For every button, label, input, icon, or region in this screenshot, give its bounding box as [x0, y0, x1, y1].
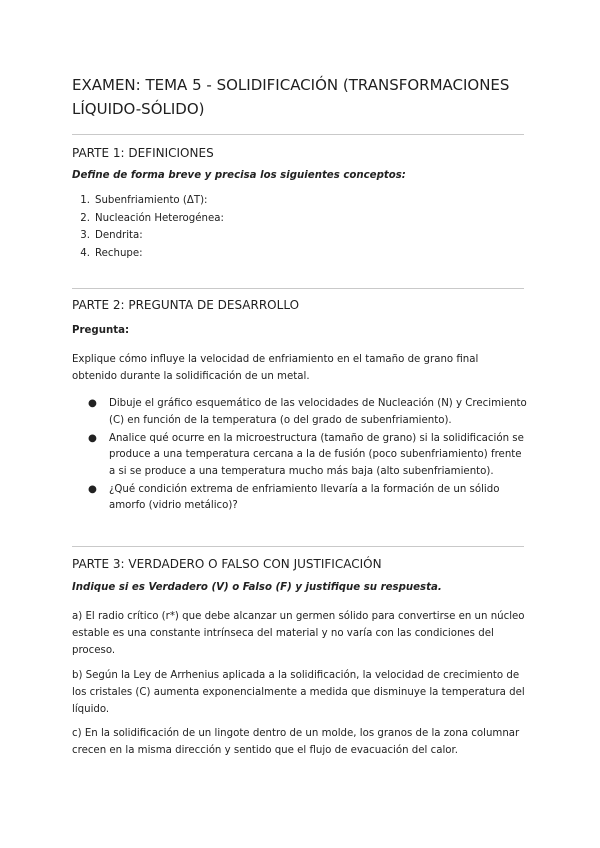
bullet-item: ● Dibuje el gráfico esquemático de las velocidades de Nucleación (N) y Crecimiento (C) en función de la temperatura (o del grado de subenfriamiento).: [88, 398, 527, 426]
statement-c: c) En la solidificación de un lingote dentro de un molde, los granos de la zona columnar crecen en la misma dirección y sentido que el flujo de evacuación del calor.: [72, 728, 520, 756]
part1-instruction: Define de forma breve y precisa los siguientes conceptos:: [72, 170, 406, 181]
definition-item: 4. Rechupe:: [80, 247, 143, 259]
divider-2: [72, 288, 524, 289]
part3-heading: PARTE 3: VERDADERO O FALSO CON JUSTIFICACIÓN: [72, 557, 382, 571]
part3-instruction: Indique si es Verdadero (V) o Falso (F) y justifique su respuesta.: [72, 582, 442, 593]
statement-b: b) Según la Ley de Arrhenius aplicada a la solidificación, la velocidad de crecimiento de los cristales (C) aumenta exponencialmente a medida que disminuye la temperatura del líquido.: [72, 670, 525, 715]
divider-1: [72, 134, 524, 135]
question-label: Pregunta:: [72, 325, 130, 336]
exam-title: EXAMEN: TEMA 5 - SOLIDIFICACIÓN (TRANSFORMACIONES LÍQUIDO-SÓLIDO): [72, 76, 510, 118]
statement-a: a) El radio crítico (r*) que debe alcanzar un germen sólido para convertirse en un núcleo estable es una constante intrínseca del material y no varía con las condiciones del proceso.: [72, 611, 525, 656]
divider-3: [72, 546, 524, 547]
bullet-item: ● Analice qué ocurre en la microestructura (tamaño de grano) si la solidificación se produce a una temperatura cercana a la de fusión (poco subenfriamiento) frente a si se produce a una temperatura mucho más baja (alto subenfriamiento).: [88, 432, 524, 477]
bullet-item: ● ¿Qué condición extrema de enfriamiento llevaría a la formación de un sólido amorfo (vidrio metálico)?: [88, 483, 500, 511]
part2-heading: PARTE 2: PREGUNTA DE DESARROLLO: [72, 298, 300, 312]
definition-item: 1. Subenfriamiento (ΔT):: [80, 195, 208, 206]
definition-item: 3. Dendrita:: [80, 230, 143, 241]
question-text: Explique cómo influye la velocidad de enfriamiento en el tamaño de grano final obtenido durante la solidificación de un metal.: [72, 354, 479, 382]
definition-item: 2. Nucleación Heterogénea:: [80, 212, 224, 224]
part1-heading: PARTE 1: DEFINICIONES: [72, 146, 214, 160]
definitions-list: [72, 192, 224, 262]
question-bullets: [72, 396, 528, 516]
